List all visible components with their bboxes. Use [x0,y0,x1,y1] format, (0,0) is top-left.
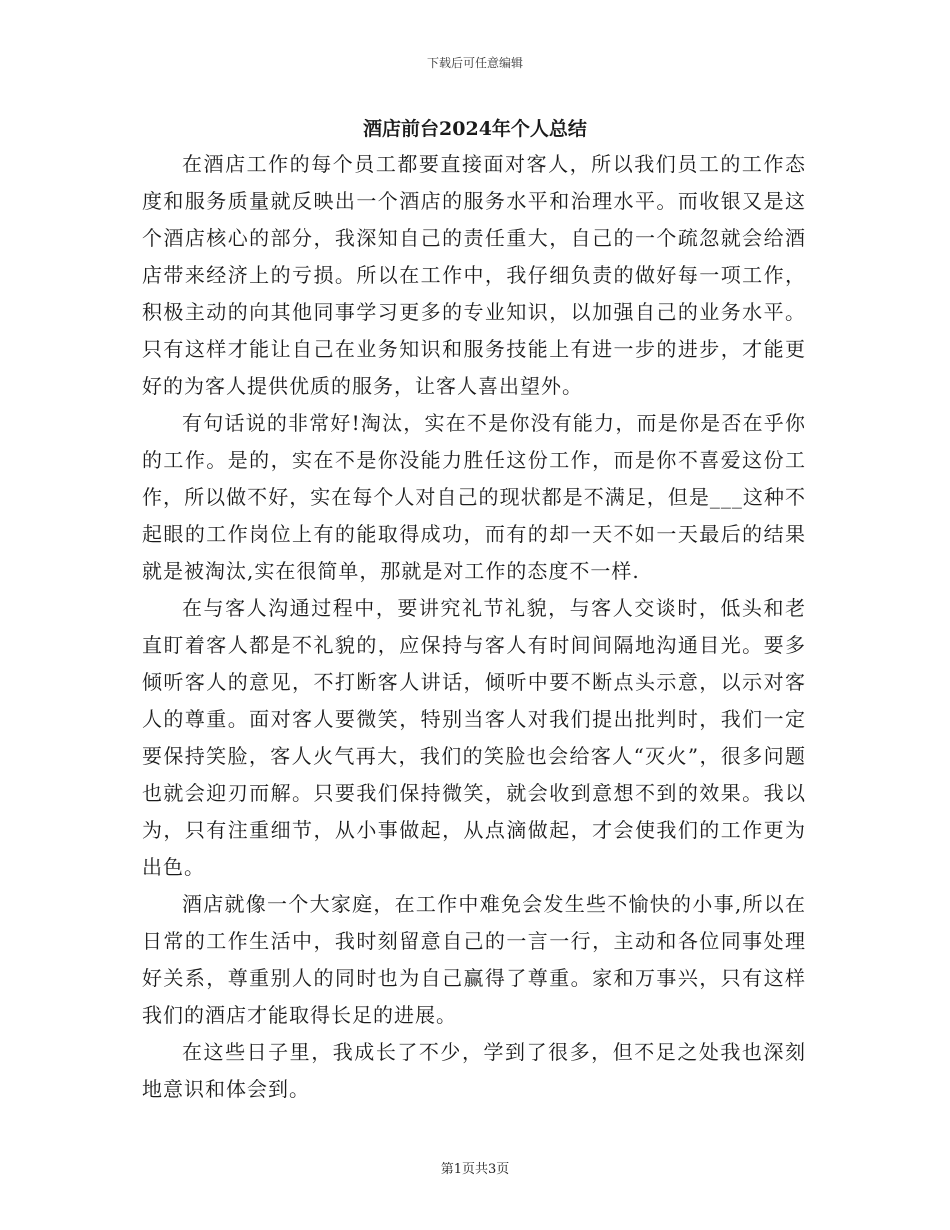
paragraph-3: 在与客人沟通过程中，要讲究礼节礼貌，与客人交谈时，低头和老直盯着客人都是不礼貌的，应保持与客人有时间间隔地沟通目光。要多倾听客人的意见，不打断客人讲话，倾听中要不断点头示意，以示对客人的尊重。面对客人要微笑，特别当客人对我们提出批判时，我们一定要保持笑脸，客人火气再大，我们的笑脸也会给客人“灭火”，很多问题也就会迎刃而解。只要我们保持微笑，就会收到意想不到的效果。我以为，只有注重细节，从小事做起，从点滴做起，才会使我们的工作更为出色。 [142,596,806,879]
paragraph-5: 在这些日子里，我成长了不少，学到了很多，但不足之处我也深刻地意识和体会到。 [142,1040,806,1101]
paragraph-2: 有句话说的非常好!淘汰，实在不是你没有能力，而是你是否在乎你的工作。是的，实在不是你没能力胜任这份工作，而是你不喜爱这份工作，所以做不好，实在每个人对自己的现状都是不满足，但是___这种不起眼的工作岗位上有的能取得成功，而有的却一天不如一天最后的结果就是被淘汰,实在很简单，那就是对工作的态度不一样. [142,411,806,583]
page-number: 第1页共3页 [440,1162,510,1177]
paragraph-4: 酒店就像一个大家庭，在工作中难免会发生些不愉快的小事,所以在日常的工作生活中，我时刻留意自己的一言一行，主动和各位同事处理好关系，尊重别人的同时也为自己赢得了尊重。家和万事兴，只有这样我们的酒店才能取得长足的进展。 [142,892,806,1027]
paragraph-1: 在酒店工作的每个员工都要直接面对客人，所以我们员工的工作态度和服务质量就反映出一个酒店的服务水平和治理水平。而收银又是这个酒店核心的部分，我深知自己的责任重大，自己的一个疏忽就会给酒店带来经济上的亏损。所以在工作中，我仔细负责的做好每一项工作，积极主动的向其他同事学习更多的专业知识，以加强自己的业务水平。只有这样才能让自己在业务知识和服务技能上有进一步的进步，才能更好的为客人提供优质的服务，让客人喜出望外。 [142,152,806,398]
document-body [142,146,806,1108]
header-note: 下载后可任意编辑 [426,56,523,70]
document-title: 酒店前台2024年个人总结 [363,118,587,140]
